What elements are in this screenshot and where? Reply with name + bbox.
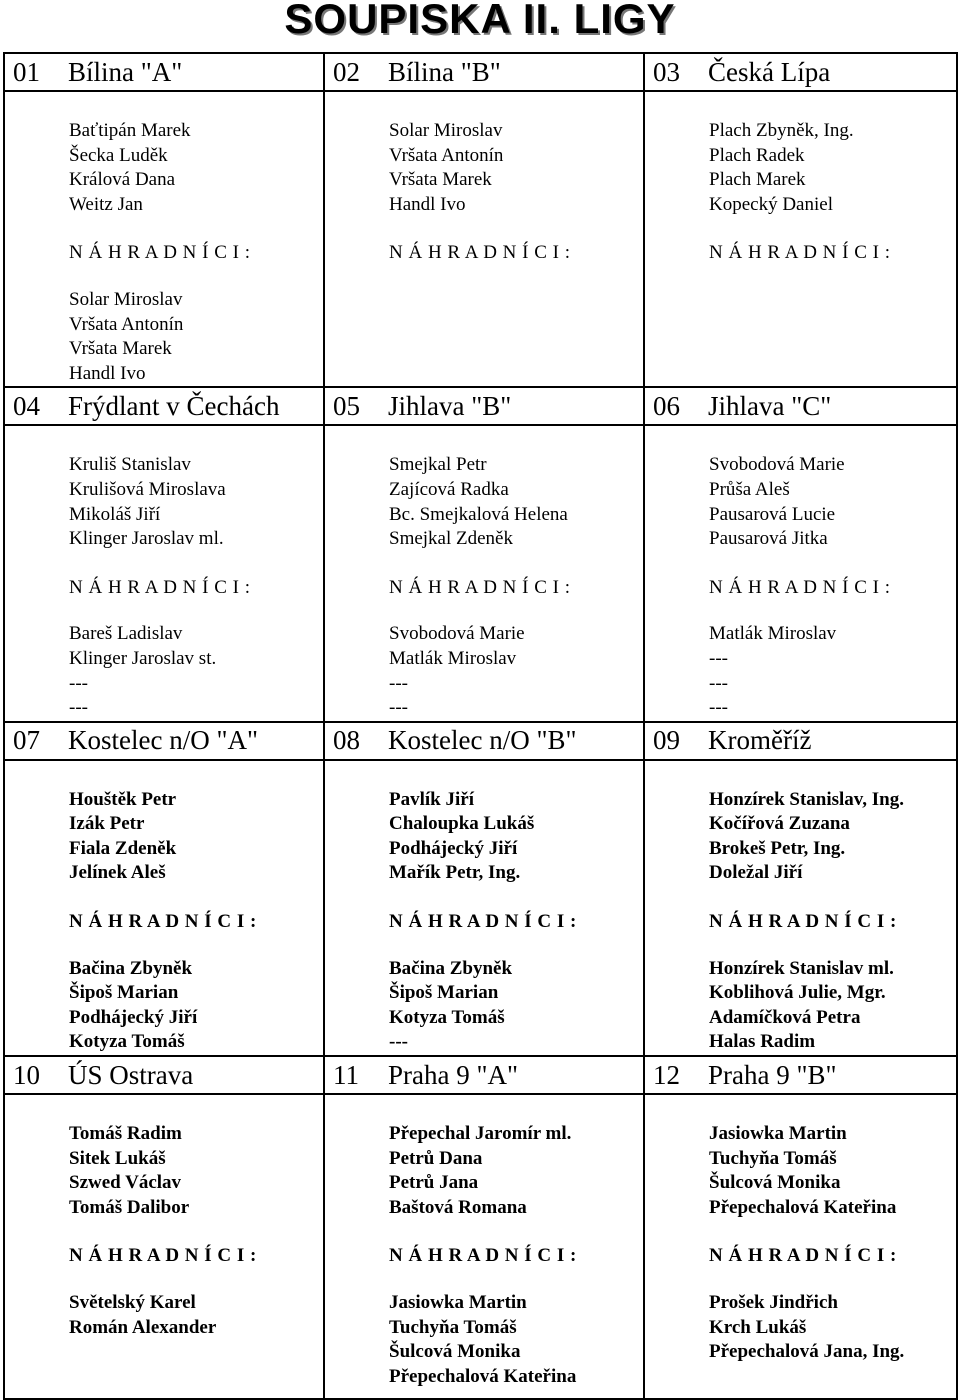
substitute-list (645, 957, 956, 1055)
player-list (645, 426, 956, 551)
player-name: Weitz Jan (69, 193, 143, 215)
team-header (4, 1056, 324, 1094)
player-list (5, 426, 323, 551)
substitutes-label: N Á H R A D N Í C I : (69, 576, 251, 598)
player-name: Pausarová Lucie (709, 503, 836, 525)
substitute-name: Šipoš Marian (69, 982, 179, 1004)
player-name: Králová Dana (69, 169, 176, 191)
substitute-list (645, 1291, 956, 1365)
player-list (5, 761, 323, 886)
team-roster-row (4, 91, 957, 387)
team-number: 08 (333, 725, 360, 756)
substitute-name: --- (69, 697, 88, 719)
player-name: Honzírek Stanislav, Ing. (709, 788, 904, 810)
player-name: Sitek Lukáš (69, 1147, 166, 1169)
substitute-name: Bačina Zbyněk (69, 957, 193, 979)
player-list (645, 92, 956, 217)
team-name: Frýdlant v Čechách (68, 390, 280, 421)
team-roster (4, 91, 324, 387)
substitute-name: Matlák Miroslav (389, 647, 517, 669)
substitute-name: --- (389, 697, 408, 719)
team-roster (4, 1094, 324, 1399)
team-header (324, 1056, 644, 1094)
substitute-name: Honzírek Stanislav ml. (709, 957, 894, 979)
substitute-list (645, 622, 956, 720)
substitute-name: Adamíčková Petra (709, 1006, 861, 1028)
player-name: Tomáš Radim (69, 1123, 182, 1145)
team-number: 04 (13, 390, 40, 421)
player-name: Jasiowka Martin (709, 1123, 847, 1145)
team-header-row (4, 1056, 957, 1094)
substitutes-label: N Á H R A D N Í C I : (389, 576, 571, 598)
player-list (5, 1095, 323, 1220)
team-header-row (4, 722, 957, 760)
substitute-name: Kotyza Tomáš (389, 1006, 505, 1028)
team-number: 03 (653, 56, 680, 87)
team-roster (4, 425, 324, 721)
team-number: 05 (333, 390, 360, 421)
substitutes-label: N Á H R A D N Í C I : (709, 242, 891, 264)
team-header (644, 53, 957, 91)
substitute-name: Halas Radim (709, 1031, 816, 1053)
player-list (645, 761, 956, 886)
player-name: Handl Ivo (389, 193, 466, 215)
team-header-row (4, 53, 957, 91)
player-name: Smejkal Petr (389, 454, 487, 476)
player-name: Tuchyňa Tomáš (709, 1147, 837, 1169)
player-name: Šecka Luděk (69, 144, 168, 166)
player-name: Kruliš Stanislav (69, 454, 191, 476)
substitute-name: Román Alexander (69, 1316, 217, 1338)
team-number: 06 (653, 390, 680, 421)
team-header (644, 722, 957, 760)
player-name: Přepechalová Kateřina (709, 1196, 897, 1218)
player-name: Kopecký Daniel (709, 193, 833, 215)
team-roster (324, 425, 644, 721)
substitute-name: --- (709, 697, 728, 719)
player-list (645, 1095, 956, 1220)
player-list (325, 426, 643, 551)
substitute-name: Handl Ivo (69, 362, 146, 384)
substitute-name: Bareš Ladislav (69, 623, 183, 645)
team-roster (324, 91, 644, 387)
team-roster-row (4, 760, 957, 1056)
player-name: Smejkal Zdeněk (389, 528, 513, 550)
substitute-name: Světelský Karel (69, 1292, 196, 1313)
team-name: Česká Lípa (708, 56, 831, 87)
team-name: Bílina "B" (388, 56, 501, 87)
substitute-name: --- (389, 672, 408, 694)
player-name: Krulišová Miroslava (69, 478, 226, 500)
player-list (325, 761, 643, 886)
substitute-name: Svobodová Marie (389, 623, 525, 645)
player-name: Chaloupka Lukáš (389, 813, 535, 835)
player-list (325, 1095, 643, 1220)
player-name: Szwed Václav (69, 1172, 182, 1194)
substitute-name: --- (709, 647, 728, 669)
substitute-name: Klinger Jaroslav st. (69, 647, 217, 669)
player-name: Klinger Jaroslav ml. (69, 528, 224, 550)
substitute-name: Koblihová Julie, Mgr. (709, 982, 886, 1004)
player-name: Podhájecký Jiří (389, 837, 518, 859)
substitute-name: Přepechalová Kateřina (389, 1365, 577, 1387)
substitute-name: Šulcová Monika (389, 1341, 521, 1363)
player-name: Houštěk Petr (69, 788, 177, 810)
substitutes-label: N Á H R A D N Í C I : (69, 1245, 257, 1267)
player-name: Šulcová Monika (709, 1172, 841, 1194)
team-number: 12 (653, 1059, 680, 1090)
substitutes-label: N Á H R A D N Í C I : (709, 576, 891, 598)
player-list (5, 92, 323, 217)
team-roster (324, 760, 644, 1056)
substitute-list (5, 1291, 323, 1340)
substitute-name: Vršata Antonín (69, 313, 184, 335)
substitute-list (325, 1291, 643, 1389)
substitutes-label: N Á H R A D N Í C I : (69, 242, 251, 264)
team-name: Praha 9 "A" (388, 1059, 519, 1090)
substitute-name: Krch Lukáš (709, 1316, 807, 1338)
substitutes-label: N Á H R A D N Í C I : (389, 1245, 577, 1267)
team-header (324, 53, 644, 91)
player-name: Izák Petr (69, 813, 145, 835)
player-name: Solar Miroslav (389, 120, 503, 141)
player-name: Plach Zbyněk, Ing. (709, 120, 854, 141)
substitutes-label: N Á H R A D N Í C I : (389, 911, 577, 933)
team-header (324, 387, 644, 425)
team-roster (324, 1094, 644, 1399)
player-name: Baťtipán Marek (69, 120, 191, 141)
player-name: Pavlík Jiří (389, 788, 474, 810)
team-header (324, 722, 644, 760)
player-name: Průša Aleš (709, 478, 790, 500)
page-title: SOUPISKA II. LIGY (284, 0, 676, 42)
team-header-row (4, 387, 957, 425)
player-name: Bc. Smejkalová Helena (389, 503, 568, 525)
player-name: Jelínek Aleš (69, 862, 166, 884)
team-name: ÚS Ostrava (68, 1059, 194, 1090)
substitute-name: Prošek Jindřich (709, 1292, 838, 1313)
team-roster (644, 1094, 957, 1399)
player-name: Brokeš Petr, Ing. (709, 837, 846, 859)
substitute-list (325, 622, 643, 720)
team-name: Jihlava "B" (388, 390, 512, 421)
team-name: Kostelec n/O "B" (388, 725, 577, 756)
team-name: Praha 9 "B" (708, 1059, 837, 1090)
player-name: Baštová Romana (389, 1196, 527, 1218)
roster-table (3, 52, 958, 1400)
substitute-name: Kotyza Tomáš (69, 1031, 185, 1053)
player-name: Fiala Zdeněk (69, 837, 177, 859)
team-roster-row (4, 425, 957, 721)
team-number: 10 (13, 1059, 40, 1090)
team-header (4, 722, 324, 760)
team-name: Jihlava "C" (708, 390, 832, 421)
team-header (4, 387, 324, 425)
player-name: Mikoláš Jiří (69, 503, 161, 525)
player-name: Kočířová Zuzana (709, 813, 850, 835)
team-header (4, 53, 324, 91)
team-number: 11 (333, 1059, 359, 1090)
player-name: Plach Marek (709, 169, 806, 191)
substitute-list (5, 957, 323, 1055)
player-name: Vršata Antonín (389, 144, 504, 166)
team-roster (4, 760, 324, 1056)
player-name: Plach Radek (709, 144, 805, 166)
substitute-name: Matlák Miroslav (709, 623, 837, 645)
team-number: 01 (13, 56, 40, 87)
player-name: Přepechal Jaromír ml. (389, 1123, 572, 1145)
player-name: Pausarová Jitka (709, 528, 828, 550)
team-roster (644, 91, 957, 387)
substitute-name: Přepechalová Jana, Ing. (709, 1341, 905, 1363)
player-name: Mařík Petr, Ing. (389, 862, 521, 884)
player-name: Tomáš Dalibor (69, 1196, 190, 1218)
substitutes-label: N Á H R A D N Í C I : (69, 911, 257, 933)
player-name: Petrů Dana (389, 1147, 483, 1169)
substitute-name: --- (389, 1031, 408, 1053)
substitute-list (325, 957, 643, 1055)
substitute-name: Podhájecký Jiří (69, 1006, 198, 1028)
substitute-name: --- (69, 672, 88, 694)
substitutes-label: N Á H R A D N Í C I : (709, 911, 897, 933)
substitutes-label: N Á H R A D N Í C I : (389, 242, 571, 264)
substitute-name: Tuchyňa Tomáš (389, 1316, 517, 1338)
team-header (644, 387, 957, 425)
substitute-name: Šipoš Marian (389, 982, 499, 1004)
substitute-name: Vršata Marek (69, 338, 172, 360)
team-name: Kostelec n/O "A" (68, 725, 259, 756)
substitute-list (5, 288, 323, 386)
player-name: Doležal Jiří (709, 862, 803, 884)
player-list (325, 92, 643, 217)
team-name: Kroměříž (708, 725, 812, 756)
team-number: 02 (333, 56, 360, 87)
substitute-list (5, 622, 323, 720)
player-name: Vršata Marek (389, 169, 492, 191)
team-number: 07 (13, 725, 40, 756)
substitute-name: Jasiowka Martin (389, 1292, 527, 1313)
team-roster-row (4, 1094, 957, 1399)
team-number: 09 (653, 725, 680, 756)
substitute-name: Bačina Zbyněk (389, 957, 513, 979)
player-name: Zajícová Radka (389, 478, 509, 500)
player-name: Petrů Jana (389, 1172, 479, 1194)
player-name: Svobodová Marie (709, 454, 845, 476)
team-roster (644, 425, 957, 721)
team-name: Bílina "A" (68, 56, 183, 87)
team-roster (644, 760, 957, 1056)
substitute-name: Solar Miroslav (69, 288, 183, 310)
substitute-name: --- (709, 672, 728, 694)
team-header (644, 1056, 957, 1094)
substitutes-label: N Á H R A D N Í C I : (709, 1245, 897, 1267)
